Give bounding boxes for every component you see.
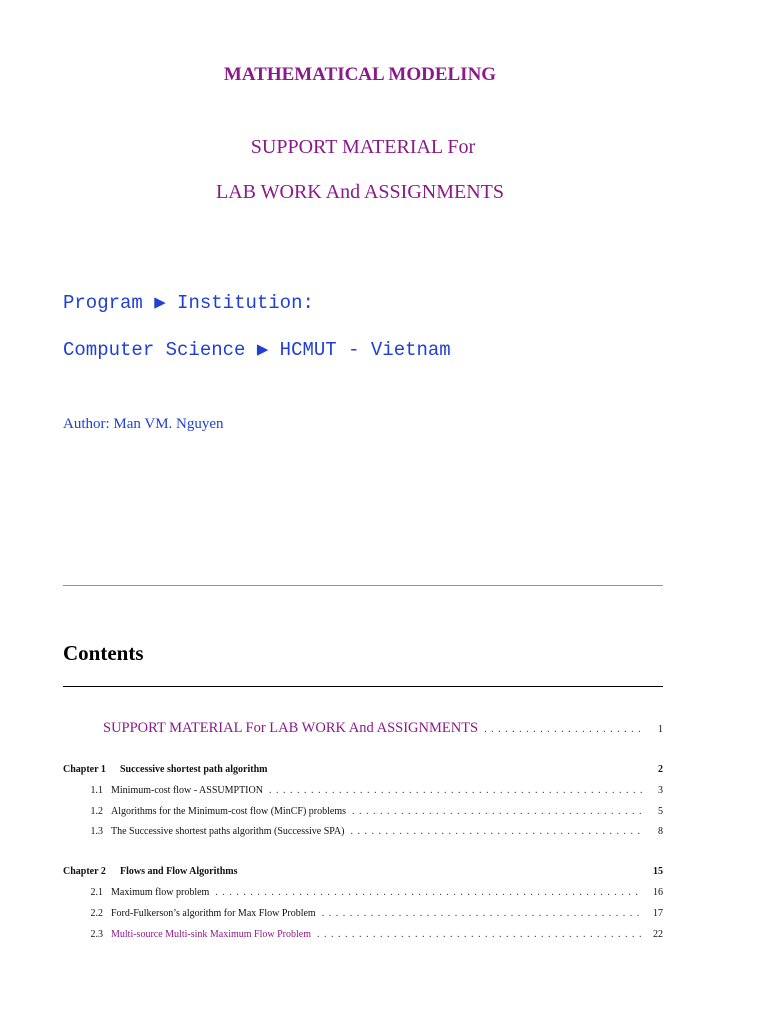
toc-chapter-1[interactable]: [63, 764, 663, 775]
section-title: Algorithms for the Minimum-cost flow (MinCF) problems: [111, 806, 346, 817]
document-title: MATHEMATICAL MODELING: [223, 64, 497, 85]
program-line: Program ▶ Institution:: [63, 292, 314, 314]
toc-front-entry[interactable]: [63, 720, 663, 737]
toc-leader-dots: [317, 929, 643, 940]
section-number: 2.3: [90, 929, 103, 940]
chapter-number: Chapter 1: [63, 764, 106, 775]
section-title: The Successive shortest paths algorithm (Successive SPA): [111, 826, 345, 837]
toc-section-2-1[interactable]: [63, 887, 663, 898]
toc-page-number: 1: [658, 724, 663, 735]
section-title: Maximum flow problem: [111, 887, 210, 898]
contents-heading: Contents: [63, 641, 144, 665]
toc-chapter-2[interactable]: [63, 866, 663, 877]
toc-section-2-2[interactable]: [63, 908, 663, 919]
section-number: 1.1: [90, 785, 103, 796]
toc-page-number: 17: [653, 908, 663, 919]
toc-page-number: 2: [658, 764, 663, 775]
chapter-title: Flows and Flow Algorithms: [120, 866, 238, 877]
chapter-number: Chapter 2: [63, 866, 106, 877]
section-number: 2.1: [90, 887, 103, 898]
toc-page-number: 15: [653, 866, 663, 877]
toc-page-number: 3: [658, 785, 663, 796]
section-title: Ford-Fulkerson’s algorithm for Max Flow Problem: [111, 908, 316, 919]
section-divider: [63, 585, 663, 586]
contents-rule: [63, 686, 663, 687]
section-number: 1.3: [90, 826, 103, 837]
toc-front-label: SUPPORT MATERIAL For LAB WORK And ASSIGNMENTS: [103, 720, 479, 736]
toc-page-number: 16: [653, 887, 663, 898]
toc-section-1-2[interactable]: [63, 806, 663, 817]
institution-line: Computer Science ▶ HCMUT - Vietnam: [63, 339, 451, 361]
section-number: 1.2: [90, 806, 103, 817]
toc-leader-dots: [352, 806, 643, 817]
toc-leader-dots: [269, 785, 643, 796]
toc-leader-dots: [215, 887, 643, 898]
toc-section-1-3[interactable]: [63, 826, 663, 837]
toc-page-number: 5: [658, 806, 663, 817]
subtitle-line-1: SUPPORT MATERIAL For: [250, 136, 476, 158]
section-title: Minimum-cost flow - ASSUMPTION: [111, 785, 263, 796]
toc-section-2-3[interactable]: [63, 929, 663, 940]
subtitle-line-2: LAB WORK And ASSIGNMENTS: [216, 181, 504, 203]
toc-leader-dots: [484, 724, 643, 735]
toc-section-1-1[interactable]: [63, 785, 663, 796]
author-line: Author: Man VM. Nguyen: [63, 416, 224, 432]
chapter-title: Successive shortest path algorithm: [120, 764, 268, 775]
toc-leader-dots: [351, 826, 644, 837]
toc-page-number: 8: [658, 826, 663, 837]
toc-page-number: 22: [653, 929, 663, 940]
section-title: Multi-source Multi-sink Maximum Flow Problem: [111, 929, 311, 940]
section-number: 2.2: [90, 908, 103, 919]
toc-leader-dots: [322, 908, 643, 919]
